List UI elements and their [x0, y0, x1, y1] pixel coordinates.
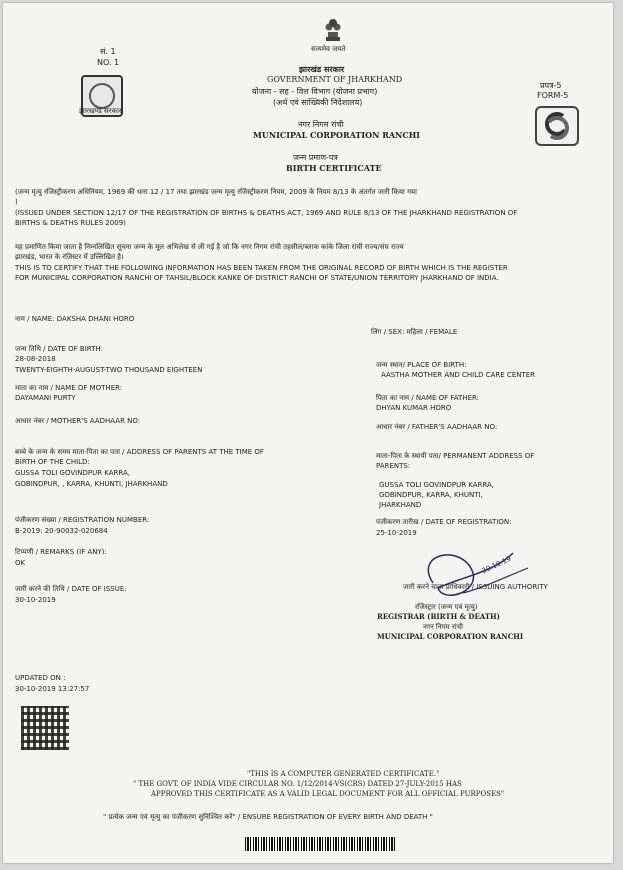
dob-words: TWENTY-EIGHTH-AUGUST-TWO THOUSAND EIGHTEEN [15, 366, 203, 374]
permanent-address-label-cont: PARENTS: [376, 462, 411, 470]
jharkhand-seal-caption: झारखण्ड सरकार [79, 107, 122, 115]
registrar-corporation-hindi: नगर निगम रांची [423, 623, 463, 631]
issued-under-english: (ISSUED UNDER SECTION 12/17 OF THE REGISTRATION OF BIRTHS & DEATHS ACT, 1969 AND RULE 8/13 OF THE JHARKHAND REGISTRATION OF [15, 209, 518, 217]
certificate-paper [3, 3, 613, 863]
form-number-hindi: प्रपत्र-5 [540, 81, 562, 90]
father-name-value: DHYAN KUMAR HORO [376, 404, 452, 412]
certify-english-cont: FOR MUNICIPAL CORPORATION RANCHI OF TAHSIL/BLOCK KANKE OF DISTRICT RANCHI OF STATE/UNION TERRITORY JHARKHAND OF INDIA. [15, 274, 499, 282]
legal-note-line1: " THE GOVT. OF INDIA VIDE CIRCULAR NO. 1/12/2014-VS(CRS) DATED 27-JULY-2015 HAS [133, 780, 462, 788]
name-label: नाम / NAME: [15, 315, 55, 323]
father-name-label: पिता का नाम / NAME OF FATHER: [376, 394, 479, 402]
mother-name-label: माता का नाम / NAME OF MOTHER: [15, 384, 123, 392]
certificate-title: BIRTH CERTIFICATE [286, 163, 382, 173]
registration-date-value: 25-10-2019 [376, 529, 417, 537]
birth-address-line2: GOBINDPUR, , KARRA, KHUNTI, JHARKHAND [15, 480, 168, 488]
issue-date-value: 30-10-2019 [15, 596, 56, 604]
emblem-caption: सत्यमेव जयते [311, 45, 346, 53]
corporation-name: MUNICIPAL CORPORATION RANCHI [253, 130, 421, 140]
registration-date-label: पंजीकरण तारीख / DATE OF REGISTRATION: [376, 518, 512, 526]
national-emblem-icon [321, 17, 345, 43]
government-name: GOVERNMENT OF JHARKHAND [267, 75, 403, 84]
registration-slogan: " प्रत्येक जन्म एवं मृत्यु का पंजीकरण सुनिश्चित करें" / ENSURE REGISTRATION OF EVERY BIRTH AND DEATH " [103, 813, 433, 821]
department-sub-hindi: (अर्थ एवं सांख्यिकी निदेशालय) [273, 98, 363, 107]
sex-label: लिंग / SEX: [371, 328, 405, 336]
birth-address-label-cont: BIRTH OF THE CHILD: [15, 458, 90, 466]
certify-english: THIS IS TO CERTIFY THAT THE FOLLOWING INFORMATION HAS BEEN TAKEN FROM THE ORIGINAL RECORD OF BIRTH WHICH IS THE REGISTER [15, 264, 508, 272]
form-number: FORM-5 [537, 91, 569, 100]
birth-address-label: बच्चे के जन्म के समय माता-पिता का पता / ADDRESS OF PARENTS AT THE TIME OF [15, 448, 264, 456]
certify-hindi-cont: झारखंड, भारत के रजिस्टर में उल्लिखित है। [15, 253, 124, 261]
certificate-title-hindi: जन्म प्रमाण-पत्र [293, 153, 338, 162]
issuing-authority-label: जारी करने वाला प्राधिकारी / ISSUING AUTHORITY [403, 583, 548, 591]
birth-address-line1: GUSSA TOLI GOVINDPUR KARRA, [15, 469, 130, 477]
remarks-label: टिप्पणी / REMARKS (IF ANY): [15, 548, 107, 556]
remarks-value: OK [15, 559, 26, 567]
computer-generated-note: "THIS IS A COMPUTER GENERATED CERTIFICATE." [247, 770, 440, 778]
registration-number-label: पंजीकरण संख्या / REGISTRATION NUMBER: [15, 516, 150, 524]
issue-date-label: जारी करने की तिथि / DATE OF ISSUE: [15, 585, 127, 593]
permanent-address-line2: GOBINDPUR, KARRA, KHUNTI, [379, 491, 483, 499]
pob-value: AASTHA MOTHER AND CHILD CARE CENTER [381, 371, 536, 379]
barcode-icon [245, 837, 397, 851]
state-name-hindi: झारखंड सरकार [299, 64, 345, 74]
dob-value: 28-08-2018 [15, 355, 56, 363]
permanent-address-line3: JHARKHAND [379, 501, 422, 509]
serial-number-hindi: सं. 1 [100, 47, 116, 56]
issued-under-english-cont: BIRTHS & DEATHS RULES 2009) [15, 219, 126, 227]
registrar-title: REGISTRAR (BIRTH & DEATH) [377, 612, 500, 621]
registration-number-value: B-2019: 20-90032-020684 [15, 527, 108, 535]
name-field [15, 315, 134, 323]
sex-value: महिला / FEMALE [406, 328, 458, 336]
mother-aadhaar-label: आधार नंबर / MOTHER'S AADHAAR NO: [15, 417, 141, 425]
registrar-title-hindi: रजिस्ट्रार (जन्म एवं मृत्यु) [415, 603, 478, 611]
dob-label: जन्म तिथि / DATE OF BIRTH: [15, 345, 104, 353]
name-value: DAKSHA DHANI HORO [56, 315, 135, 323]
serial-number: NO. 1 [97, 58, 120, 67]
permanent-address-line1: GUSSA TOLI GOVINDPUR KARRA, [379, 481, 494, 489]
corporation-name-hindi: नगर निगम रांची [298, 120, 344, 129]
qr-code-icon [21, 706, 69, 750]
updated-on-label: UPDATED ON : [15, 674, 66, 682]
issued-under-hindi-cont: ) [15, 198, 18, 206]
father-aadhaar-label: आधार नंबर / FATHER'S AADHAAR NO: [376, 423, 498, 431]
department-hindi: योजना - सह - वित्त विभाग (योजना प्रभाग) [252, 87, 378, 96]
updated-on-value: 30-10-2019 13:27:57 [15, 685, 90, 693]
pob-label: जन्म स्थान/ PLACE OF BIRTH: [376, 361, 467, 369]
certify-hindi: यह प्रमाणित किया जाता है निम्नलिखित सूचना जन्म के मूल अभिलेख से ली गई है जो कि नगर निगम रांची तहसील/ब्लाक कांके जिला रांची राज्य/संघ राज्य [15, 243, 404, 251]
issued-under-hindi: (जन्म मृत्यु रजिस्ट्रीकरण अधिनियम, 1969 की धारा 12 / 17 तथा झारखंड जन्म मृत्यु रजिस्ट्रीकरण नियम, 2009 के नियम 8/13 के अंतर्गत जारी किया गया [15, 188, 417, 196]
signature-date: 30.10.19 [480, 554, 513, 576]
mother-name-value: DAYAMANI PURTY [15, 394, 76, 402]
permanent-address-label: माता-पिता के स्थायी पता/ PERMANENT ADDRESS OF [376, 452, 535, 460]
registrar-corporation: MUNICIPAL CORPORATION RANCHI [377, 632, 524, 641]
legal-note-line2: APPROVED THIS CERTIFICATE AS A VALID LEGAL DOCUMENT FOR ALL OFFICIAL PURPOSES" [151, 790, 505, 798]
sex-field [371, 328, 457, 336]
crs-logo-icon [535, 106, 579, 146]
